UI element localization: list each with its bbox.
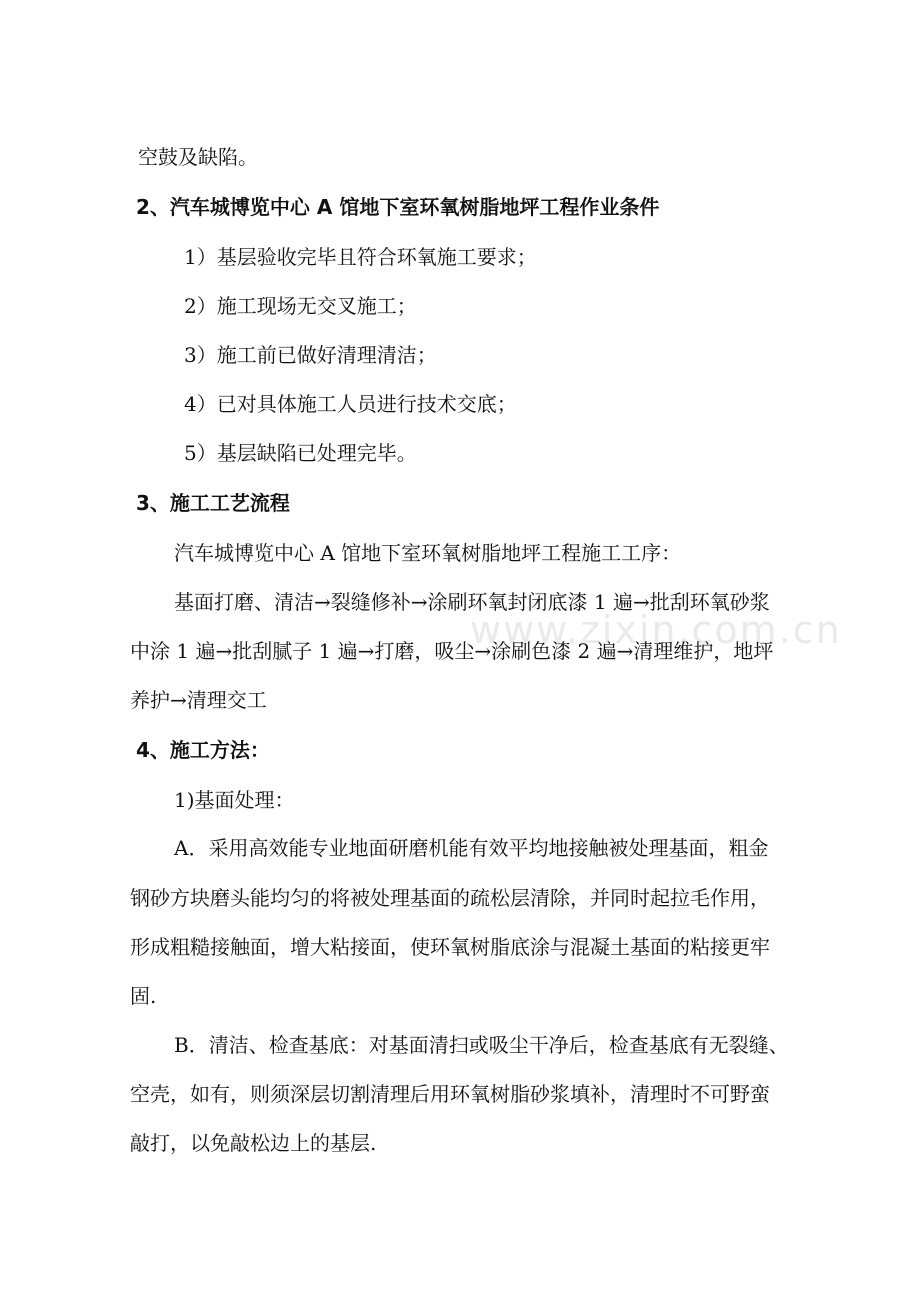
text-line: 钢砂方块磨头能均匀的将被处理基面的疏松层清除，并同时起拉毛作用， <box>130 886 770 910</box>
condition-item-5: 5）基层缺陷已处理完毕。 <box>184 441 417 465</box>
text-line: 空鼓及缺陷。 <box>138 145 258 169</box>
text-line: A．采用高效能专业地面研磨机能有效平均地接触被处理基面，粗金 <box>174 836 769 860</box>
text-line: B．清洁、检查基底：对基面清扫或吸尘干净后，检查基底有无裂缝、 <box>174 1033 789 1057</box>
subheading: 1)基面处理： <box>174 788 295 812</box>
condition-item-3: 3）施工前已做好清理清洁； <box>184 343 437 367</box>
condition-item-2: 2）施工现场无交叉施工； <box>184 294 417 318</box>
section-heading-2: 2、汽车城博览中心 A 馆地下室环氧树脂地坪工程作业条件 <box>136 195 660 219</box>
condition-item-1: 1）基层验收完毕且符合环氧施工要求； <box>184 245 537 269</box>
text-line: 汽车城博览中心 A 馆地下室环氧树脂地坪工程施工工序： <box>174 541 682 565</box>
watermark: www.zixin.com.cn <box>470 608 842 652</box>
text-line: 基面打磨、清洁→裂缝修补→涂刷环氧封闭底漆 1 遍→批刮环氧砂浆 <box>174 590 770 614</box>
text-line: 形成粗糙接触面，增大粘接面，使环氧树脂底涂与混凝土基面的粘接更牢 <box>130 935 770 959</box>
condition-item-4: 4）已对具体施工人员进行技术交底； <box>184 392 517 416</box>
section-heading-4: 4、施工方法： <box>136 738 270 762</box>
section-heading-3: 3、施工工艺流程 <box>136 491 290 515</box>
text-line: 养护→清理交工 <box>130 688 267 712</box>
text-line: 中涂 1 遍→批刮腻子 1 遍→打磨，吸尘→涂刷色漆 2 遍→清理维护，地坪 <box>130 639 774 663</box>
text-line: 敲打，以免敲松边上的基层. <box>130 1131 377 1155</box>
text-line: 固. <box>130 984 157 1008</box>
text-line: 空壳，如有，则须深层切割清理后用环氧树脂砂浆填补，清理时不可野蛮 <box>130 1082 770 1106</box>
